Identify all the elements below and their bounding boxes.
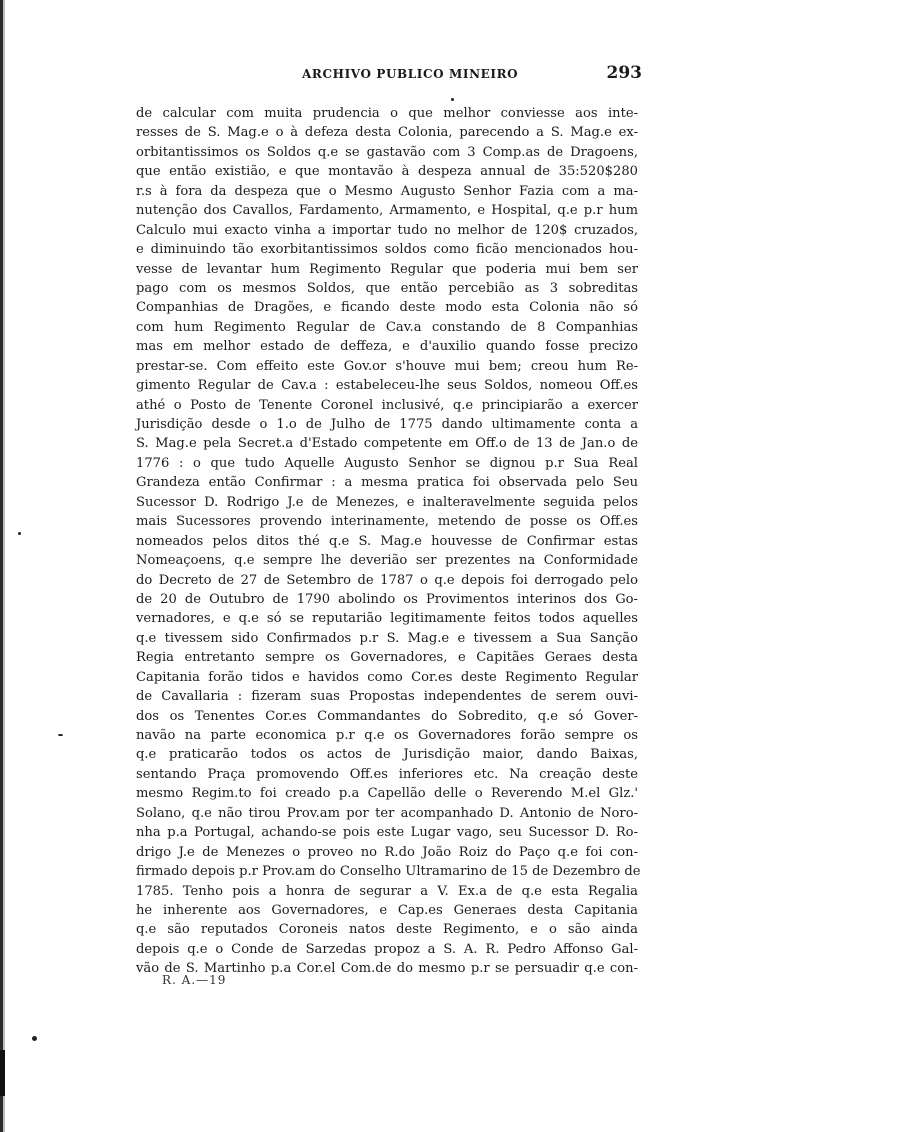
text-line: dos os Tenentes Cor.es Commandantes do Sobredito, q.e só Gover- — [136, 708, 638, 724]
text-line: drigo J.e de Menezes o proveo no R.do João Roiz do Paço q.e foi con- — [136, 844, 638, 860]
text-line: q.e praticarão todos os actos de Jurisdição maior, dando Baixas, — [136, 747, 638, 763]
text-line: athé o Posto de Tenente Coronel inclusivé, q.e principiarão a exercer — [136, 397, 638, 413]
text-line: firmado depois p.r Prov.am do Conselho Ultramarino de 15 de Dezembro de — [136, 864, 641, 880]
text-line: Calculo mui exacto vinha a importar tudo no melhor de 120$ cruzados, — [136, 222, 638, 238]
running-title: ARCHIVO PUBLICO MINEIRO — [302, 67, 519, 81]
text-line: Sucessor D. Rodrigo J.e de Menezes, e inalteravelmente seguida pelos — [136, 494, 638, 510]
text-line: resses de S. Mag.e o à defeza desta Colonia, parecendo a S. Mag.e ex- — [136, 125, 638, 141]
text-line: de 20 de Outubro de 1790 abolindo os Provimentos interinos dos Go- — [136, 591, 638, 607]
text-line: Jurisdição desde o 1.o de Julho de 1775 dando ultimamente conta a — [136, 417, 638, 432]
text-line: S. Mag.e pela Secret.a d'Estado competente em Off.o de 13 de Jan.o de — [136, 436, 638, 452]
page-binding-edge — [0, 0, 8, 1132]
text-line: he inherente aos Governadores, e Cap.es Generaes desta Capitania — [136, 902, 638, 918]
text-line: 1785. Tenho pois a honra de segurar a V. Ex.a de q.e esta Regalia — [136, 883, 638, 899]
text-line: r.s à fora da despeza que o Mesmo Augusto Senhor Fazia com a ma- — [136, 183, 638, 199]
page-number: 293 — [606, 63, 642, 83]
text-line: q.e são reputados Coroneis natos deste Regimento, e o são ainda — [136, 922, 638, 938]
text-line: nomeados pelos ditos thé q.e S. Mag.e houvesse de Confirmar estas — [136, 533, 638, 549]
text-line: Regia entretanto sempre os Governadores, e Capitães Geraes desta — [136, 650, 638, 666]
ink-speck — [32, 1036, 37, 1041]
text-line: q.e tivessem sido Confirmados p.r S. Mag.e e tivessem a Sua Sanção — [136, 630, 638, 646]
text-line: vão de S. Martinho p.a Cor.el Com.de do mesmo p.r se persuadir q.e con- — [136, 961, 638, 977]
text-line: nha p.a Portugal, achando-se pois este Lugar vago, seu Sucessor D. Ro- — [136, 825, 638, 841]
text-line: Capitania forão tidos e havidos como Cor.es deste Regimento Regular — [136, 669, 638, 685]
edge-mark — [0, 1050, 5, 1096]
text-line: prestar-se. Com effeito este Gov.or s'houve mui bem; creou hum Re- — [136, 358, 638, 374]
text-line: pago com os mesmos Soldos, que então percebião as 3 sobreditas — [136, 280, 638, 296]
ink-speck — [58, 734, 63, 736]
text-line: vernadores, e q.e só se reputarião legitimamente feitos todos aquelles — [136, 611, 638, 627]
text-line: orbitantissimos os Soldos q.e se gastavão com 3 Comp.as de Dragoens, — [136, 144, 638, 160]
text-line: Solano, q.e não tirou Prov.am por ter acompanhado D. Antonio de Noro- — [136, 805, 638, 821]
text-line: navão na parte economica p.r q.e os Governadores forão sempre os — [136, 728, 638, 743]
text-line: Companhias de Dragões, e ficando deste modo esta Colonia não só — [136, 300, 638, 316]
text-line: nutenção dos Cavallos, Fardamento, Armamento, e Hospital, q.e p.r hum — [136, 203, 638, 219]
text-line: mesmo Regim.to foi creado p.a Capellão delle o Reverendo M.el Glz.' — [136, 786, 638, 802]
text-line: mais Sucessores provendo interinamente, metendo de posse os Off.es — [136, 514, 638, 530]
signature-mark: R. A.—19 — [162, 973, 227, 987]
ink-speck — [451, 98, 454, 101]
text-line: que então existião, e que montavão à despeza annual de 35:520$280 — [136, 164, 638, 180]
text-line: Grandeza então Confirmar : a mesma pratica foi observada pelo Seu — [136, 475, 638, 491]
text-line: com hum Regimento Regular de Cav.a constando de 8 Companhias — [136, 319, 638, 335]
text-line: Nomeaçoens, q.e sempre lhe deverião ser prezentes na Conformidade — [136, 553, 638, 569]
text-line: e diminuindo tão exorbitantissimos soldos como ficão mencionados hou- — [136, 242, 638, 258]
ink-speck — [18, 532, 21, 535]
text-line: 1776 : o que tudo Aquelle Augusto Senhor se dignou p.r Sua Real — [136, 455, 638, 471]
page-header — [302, 63, 642, 87]
text-line: do Decreto de 27 de Setembro de 1787 o q.e depois foi derrogado pelo — [136, 572, 638, 588]
text-line: mas em melhor estado de deffeza, e d'auxilio quando fosse precizo — [136, 339, 638, 355]
text-line: gimento Regular de Cav.a : estabeleceu-lhe seus Soldos, nomeou Off.es — [136, 378, 638, 394]
text-line: sentando Praça promovendo Off.es inferiores etc. Na creação deste — [136, 766, 638, 782]
text-line: de calcular com muita prudencia o que melhor conviesse aos inte- — [136, 106, 638, 121]
text-line: depois q.e o Conde de Sarzedas propoz a S. A. R. Pedro Affonso Gal- — [136, 941, 638, 957]
text-line: vesse de levantar hum Regimento Regular que poderia mui bem ser — [136, 261, 638, 277]
body-text — [136, 104, 641, 979]
text-line: de Cavallaria : fizeram suas Propostas independentes de serem ouvi- — [136, 689, 638, 705]
